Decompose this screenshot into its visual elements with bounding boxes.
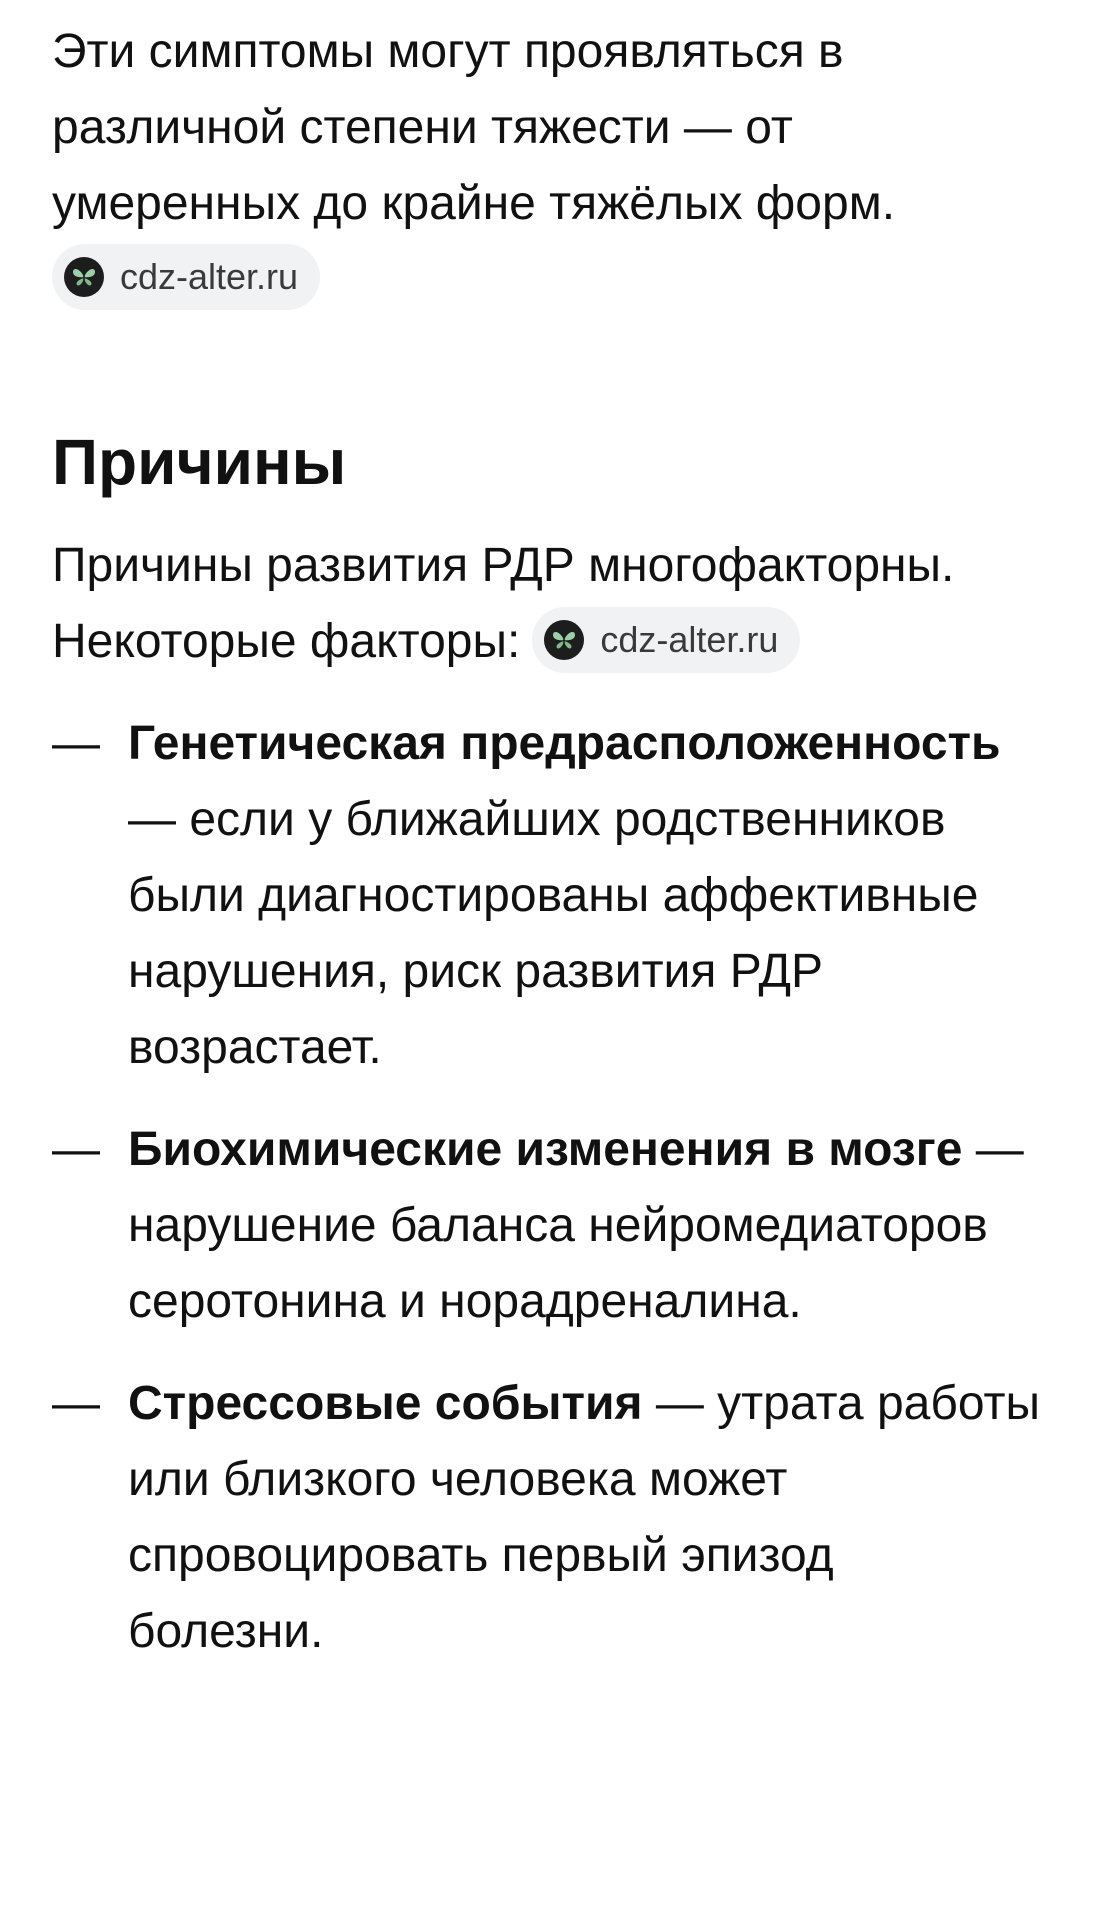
list-item-text: — нарушение баланса нейромедиаторов серотонина и норадреналина. (128, 1123, 1024, 1328)
symptoms-paragraph: Эти симптомы могут проявляться в различной степени тяжести — от умеренных до крайне тяжёлых форм. (52, 25, 896, 230)
list-item-body (128, 1366, 1042, 1670)
article-content (52, 14, 1042, 1696)
source-chip[interactable] (52, 244, 320, 310)
source-chip[interactable] (532, 607, 800, 673)
list-item-body (128, 706, 1042, 1086)
list-item-text: — утрата работы или близкого человека может спровоцировать первый эпизод болезни. (128, 1377, 1040, 1658)
butterfly-icon (544, 620, 584, 660)
list-dash: — (52, 1123, 100, 1176)
list-item-text: — если у ближайших родственников были диагностированы аффективные нарушения, риск развития РДР возрастает. (128, 793, 979, 1074)
source-chip-label: cdz-alter.ru (600, 619, 779, 661)
list-item-title: Биохимические изменения в мозге (128, 1123, 963, 1176)
list-dash: — (52, 1377, 100, 1430)
causes-intro (52, 528, 1042, 680)
list-item-title: Генетическая предрасположенность (128, 717, 1001, 770)
causes-intro-text: Причины развития РДР многофакторны. Некоторые факторы: (52, 539, 955, 668)
causes-list (52, 706, 1042, 1670)
list-item (52, 1366, 1042, 1670)
butterfly-icon (64, 257, 104, 297)
section-heading: Причины (52, 426, 347, 498)
source-block (52, 244, 1042, 310)
list-item (52, 1112, 1042, 1340)
list-dash: — (52, 717, 100, 770)
list-item-title: Стрессовые события (128, 1377, 643, 1430)
list-item-body (128, 1112, 1042, 1340)
source-chip-label: cdz-alter.ru (120, 256, 299, 297)
list-item (52, 706, 1042, 1086)
